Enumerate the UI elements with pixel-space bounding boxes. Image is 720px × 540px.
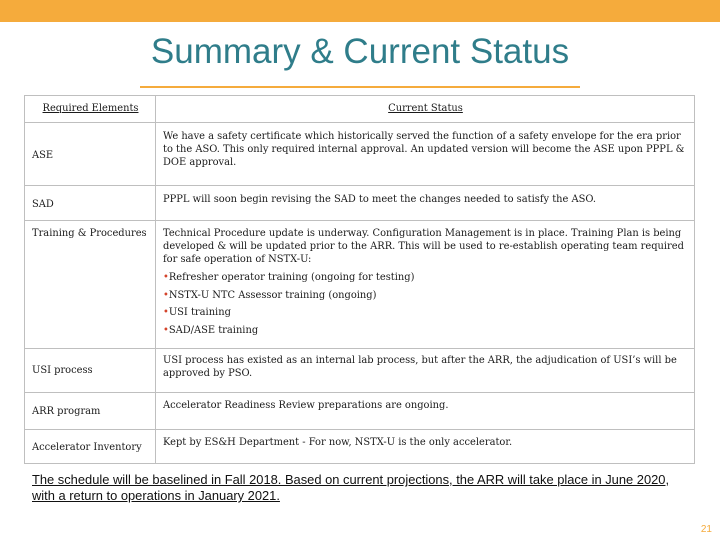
status-cell: USI process has existed as an internal lab process, but after the ARR, the adjudication of USI’s will be approved by PSO. [156, 349, 695, 393]
element-cell: ASE [25, 123, 156, 186]
header-required-elements: Required Elements [25, 96, 156, 123]
list-item [163, 325, 688, 338]
table-row [25, 430, 695, 464]
status-table [24, 95, 695, 464]
bullet-icon: • [163, 271, 169, 283]
bullet-icon: • [163, 289, 169, 301]
bullet-icon: • [163, 325, 169, 337]
header-current-status: Current Status [156, 96, 695, 123]
title-underline [140, 86, 580, 88]
bullet-text: NSTX-U NTC Assessor training (ongoing) [168, 289, 377, 301]
status-cell: Kept by ES&H Department - For now, NSTX-U is the only accelerator. [156, 430, 695, 464]
element-cell: Training & Procedures [25, 221, 156, 349]
table-row [25, 186, 695, 221]
bullet-text: Refresher operator training (ongoing for testing) [168, 271, 415, 283]
element-cell: USI process [25, 349, 156, 393]
table-row [25, 123, 695, 186]
page-number: 21 [700, 524, 712, 535]
top-accent-bar [0, 0, 720, 22]
bullet-text: SAD/ASE training [168, 325, 259, 337]
table-header-row [25, 96, 695, 123]
status-text: Technical Procedure update is underway. Configuration Management is in place. Training Plan is being developed & will be updated prior to the ARR. This will be used to re-establish operating team required for safe operation of NSTX-U: [163, 228, 684, 265]
list-item [163, 290, 688, 303]
status-cell: Accelerator Readiness Review preparations are ongoing. [156, 393, 695, 430]
status-cell: We have a safety certificate which historically served the function of a safety envelope for the era prior to the ASO. This only required internal approval. An updated version will become the ASE upon PPPL & DOE approval. [156, 123, 695, 186]
status-cell: PPPL will soon begin revising the SAD to meet the changes needed to satisfy the ASO. [156, 186, 695, 221]
slide-title: Summary & Current Status [150, 32, 570, 71]
table-row [25, 393, 695, 430]
list-item [163, 272, 688, 285]
element-cell: Accelerator Inventory [25, 430, 156, 464]
status-cell [156, 221, 695, 349]
bullet-icon: • [163, 307, 169, 319]
table-row [25, 221, 695, 349]
list-item [163, 307, 688, 320]
table-row [25, 349, 695, 393]
schedule-footnote: The schedule will be baselined in Fall 2018. Based on current projections, the ARR will take place in June 2020, with a return to operations in January 2021. [32, 472, 670, 503]
element-cell: SAD [25, 186, 156, 221]
bullet-text: USI training [168, 307, 231, 319]
element-cell: ARR program [25, 393, 156, 430]
